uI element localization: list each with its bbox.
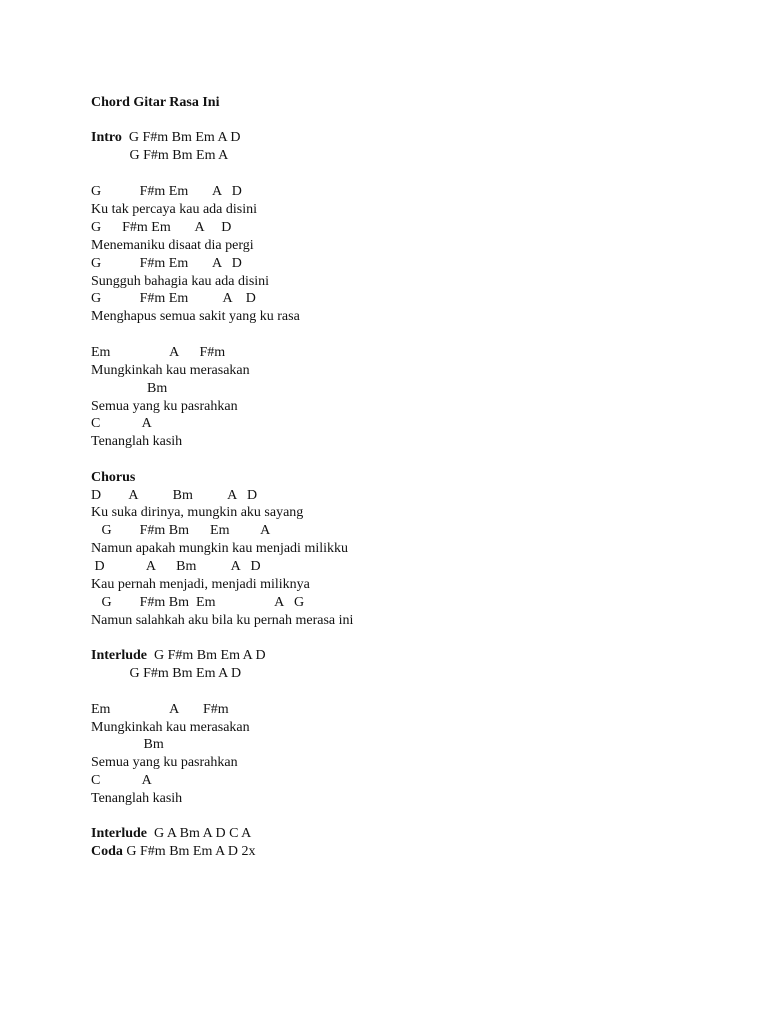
verse1-lyric-2: Menemaniku disaat dia pergi: [91, 238, 254, 253]
intro-label: Intro: [91, 130, 122, 145]
intro-line: [91, 129, 241, 147]
prechorus1-chord-2: Bm: [91, 381, 168, 396]
chorus-lyric-2: Namun apakah mungkin kau menjadi milikku: [91, 541, 349, 556]
prechorus1-lyric-3: Tenanglah kasih: [91, 434, 183, 449]
verse1-chord-2: G F#m Em A D: [91, 220, 232, 235]
interlude2-line: [91, 825, 251, 843]
prechorus2-chord-1: Em A F#m: [91, 702, 229, 717]
prechorus1-lyric-1: Mungkinkah kau merasakan: [91, 363, 250, 378]
interlude2-chords: G A Bm A D C A: [147, 826, 252, 841]
prechorus1-chord-1: Em A F#m: [91, 345, 226, 360]
prechorus2-lyric-3: Tenanglah kasih: [91, 791, 183, 806]
chorus-chord-1: D A Bm A D: [91, 488, 258, 503]
interlude1-line: [91, 647, 266, 665]
chorus-lyric-3: Kau pernah menjadi, menjadi miliknya: [91, 577, 310, 592]
coda-line: [91, 843, 256, 861]
chorus-chord-3: D A Bm A D: [91, 559, 261, 574]
prechorus2-lyric-2: Semua yang ku pasrahkan: [91, 755, 238, 770]
interlude1-chords-2: G F#m Bm Em A D: [91, 666, 242, 681]
verse1-chord-3: G F#m Em A D: [91, 256, 242, 271]
verse1-lyric-3: Sungguh bahagia kau ada disini: [91, 274, 270, 289]
coda-chords: G F#m Bm Em A D 2x: [122, 844, 256, 859]
verse1-chord-1: G F#m Em A D: [91, 184, 242, 199]
prechorus2-chord-2: Bm: [91, 737, 164, 752]
intro-chords: G F#m Bm Em A D: [121, 130, 241, 145]
chorus-chord-2: G F#m Bm Em A: [91, 523, 271, 538]
chorus-chord-4: G F#m Bm Em A G: [91, 595, 305, 610]
interlude2-label: Interlude: [91, 826, 147, 841]
chorus-lyric-4: Namun salahkah aku bila ku pernah merasa ini: [91, 613, 354, 628]
coda-label: Coda: [91, 844, 123, 859]
document-title: Chord Gitar Rasa Ini: [91, 95, 220, 110]
interlude1-label: Interlude: [91, 648, 147, 663]
interlude1-chords: G F#m Bm Em A D: [147, 648, 266, 663]
intro-chords-2: G F#m Bm Em A: [91, 148, 229, 163]
chorus-lyric-1: Ku suka dirinya, mungkin aku sayang: [91, 505, 304, 520]
prechorus2-lyric-1: Mungkinkah kau merasakan: [91, 720, 250, 735]
verse1-chord-4: G F#m Em A D: [91, 291, 256, 306]
prechorus1-lyric-2: Semua yang ku pasrahkan: [91, 399, 238, 414]
chorus-label: Chorus: [91, 470, 136, 485]
prechorus2-chord-3: C A: [91, 773, 152, 788]
verse1-lyric-1: Ku tak percaya kau ada disini: [91, 202, 257, 217]
prechorus1-chord-3: C A: [91, 416, 152, 431]
verse1-lyric-4: Menghapus semua sakit yang ku rasa: [91, 309, 300, 324]
